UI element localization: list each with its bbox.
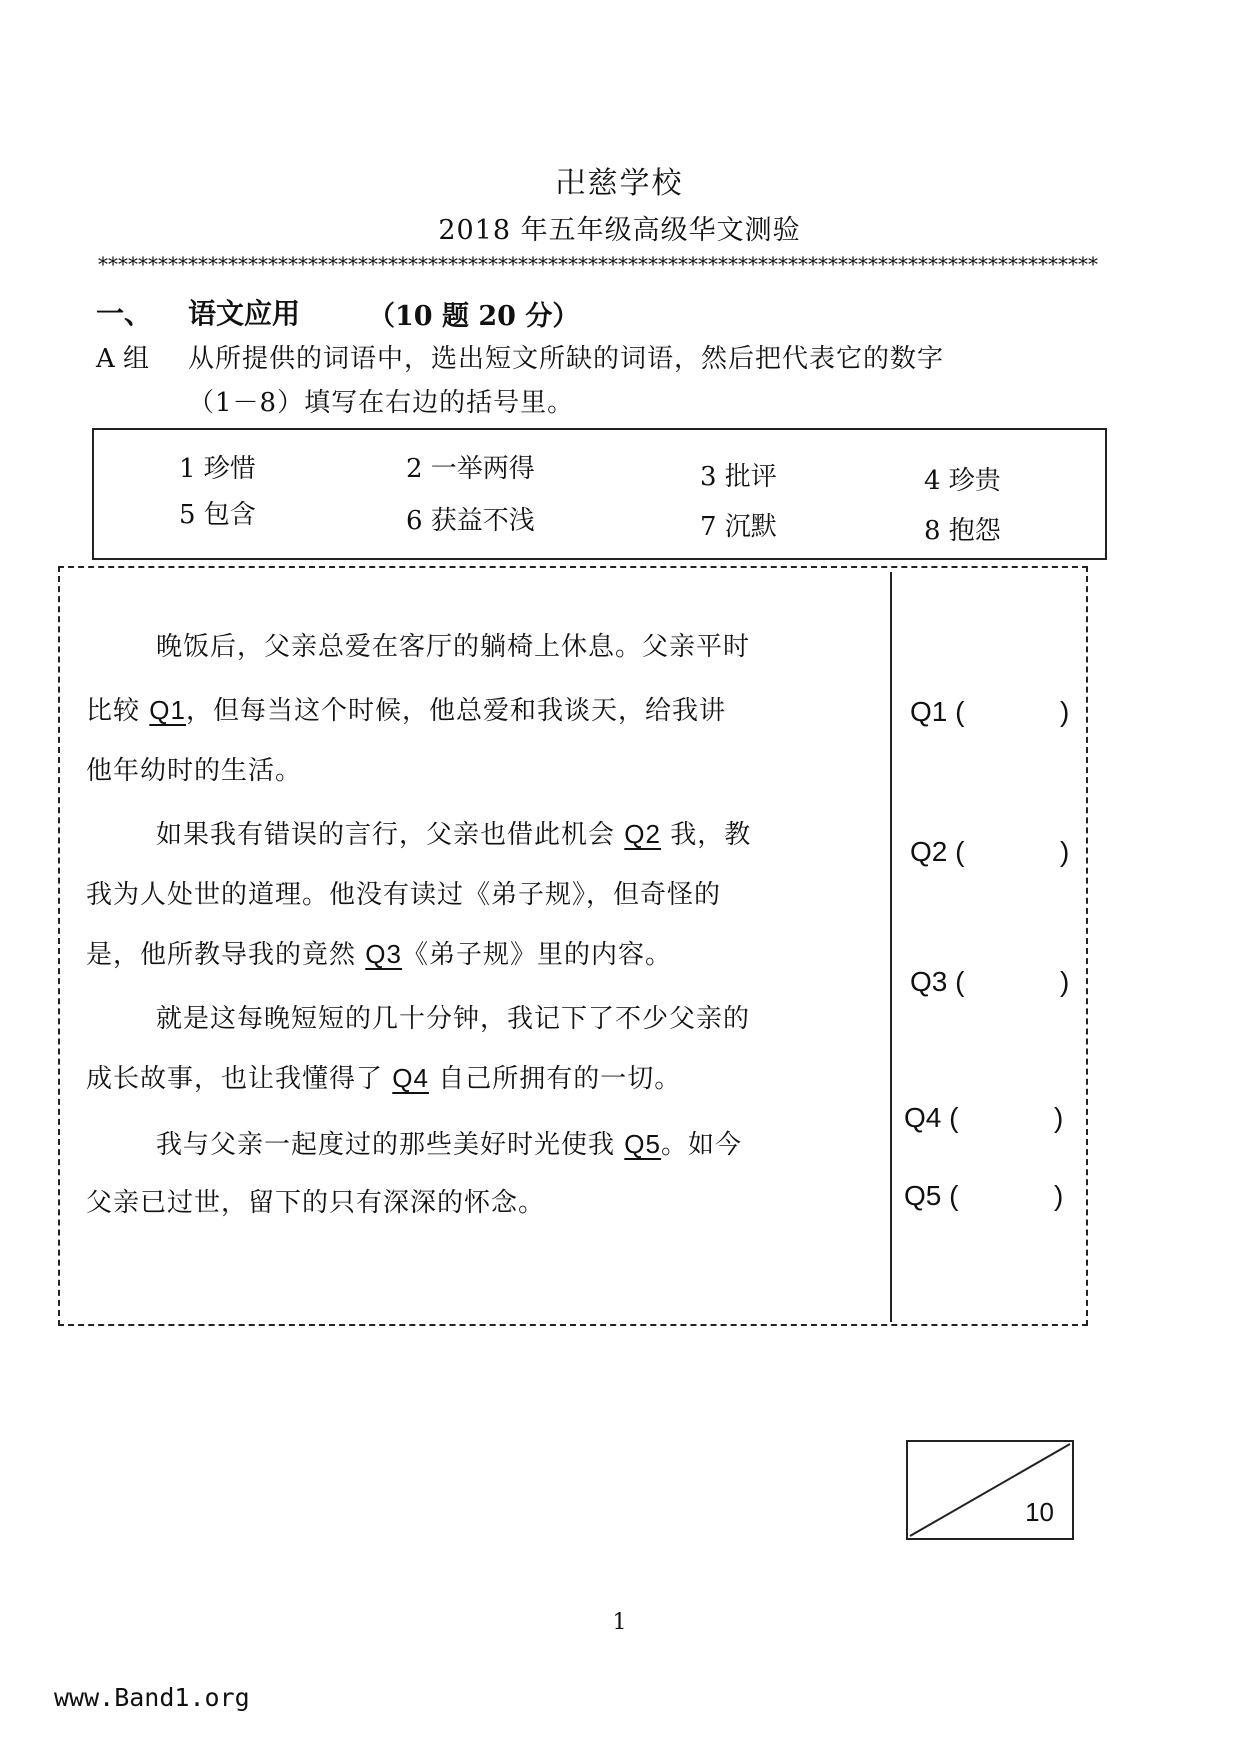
passage-line: 比较 Q1，但每当这个时候，他总爱和我谈天，给我讲 <box>86 695 726 726</box>
section-number: 一、 <box>96 297 153 330</box>
answer-q4[interactable]: Q4 ( ) <box>904 1102 1064 1133</box>
blank-q2: Q2 <box>624 819 661 849</box>
blank-q3: Q3 <box>365 939 402 969</box>
blank-q1: Q1 <box>149 695 186 725</box>
blank-q5: Q5 <box>624 1129 661 1159</box>
word-option: 8 抱怨 <box>924 516 1001 546</box>
word-option: 2 一举两得 <box>406 454 535 484</box>
word-option: 4 珍贵 <box>924 466 1001 496</box>
passage-box <box>58 566 1088 1326</box>
blank-q4: Q4 <box>392 1063 429 1093</box>
word-option: 7 沉默 <box>700 512 777 542</box>
instruction-line-2: （1－8）填写在右边的括号里。 <box>188 388 575 418</box>
answer-q2[interactable]: Q2 ( ) <box>910 836 1070 867</box>
section-score: （10 题 20 分） <box>368 301 580 332</box>
passage-line: 父亲已过世，留下的只有深深的怀念。 <box>86 1188 546 1218</box>
word-bank <box>92 428 1107 560</box>
passage-line: 我与父亲一起度过的那些美好时光使我 Q5。如今 <box>156 1129 742 1160</box>
answer-q5[interactable]: Q5 ( ) <box>904 1180 1064 1211</box>
passage-line: 晚饭后，父亲总爱在客厅的躺椅上休息。父亲平时 <box>156 632 751 662</box>
word-option: 3 批评 <box>700 462 777 492</box>
passage-line: 他年幼时的生活。 <box>86 756 303 786</box>
exam-title: 2018 年五年级高级华文测验 <box>438 215 801 246</box>
instruction-line-1: 从所提供的词语中，选出短文所缺的词语，然后把代表它的数字 <box>188 344 945 374</box>
passage-line: 我为人处世的道理。他没有读过《弟子规》，但奇怪的 <box>86 880 722 910</box>
star-divider: **************************************************************************************************** <box>98 252 1098 276</box>
passage-line: 是，他所教导我的竟然 Q3《弟子规》里的内容。 <box>86 939 672 970</box>
answer-column-divider <box>890 572 892 1322</box>
answer-q3[interactable]: Q3 ( ) <box>910 966 1070 997</box>
group-label: A 组 <box>96 344 150 374</box>
passage-line: 成长故事，也让我懂得了 Q4 自己所拥有的一切。 <box>86 1063 682 1094</box>
passage-line: 如果我有错误的言行，父亲也借此机会 Q2 我，教 <box>156 819 752 850</box>
school-name: 卍慈学校 <box>555 166 684 201</box>
answer-q1[interactable]: Q1 ( ) <box>910 696 1070 727</box>
score-total: 10 <box>1025 1497 1054 1527</box>
page-number: 1 <box>612 1610 627 1635</box>
section-title: 语文应用 <box>188 297 301 330</box>
word-option: 1 珍惜 <box>179 454 256 484</box>
passage-line: 就是这每晚短短的几十分钟，我记下了不少父亲的 <box>156 1004 751 1034</box>
word-option: 5 包含 <box>179 500 256 530</box>
footer-url: www.Band1.org <box>54 1683 250 1712</box>
word-option: 6 获益不浅 <box>406 506 535 536</box>
score-box <box>906 1440 1074 1540</box>
